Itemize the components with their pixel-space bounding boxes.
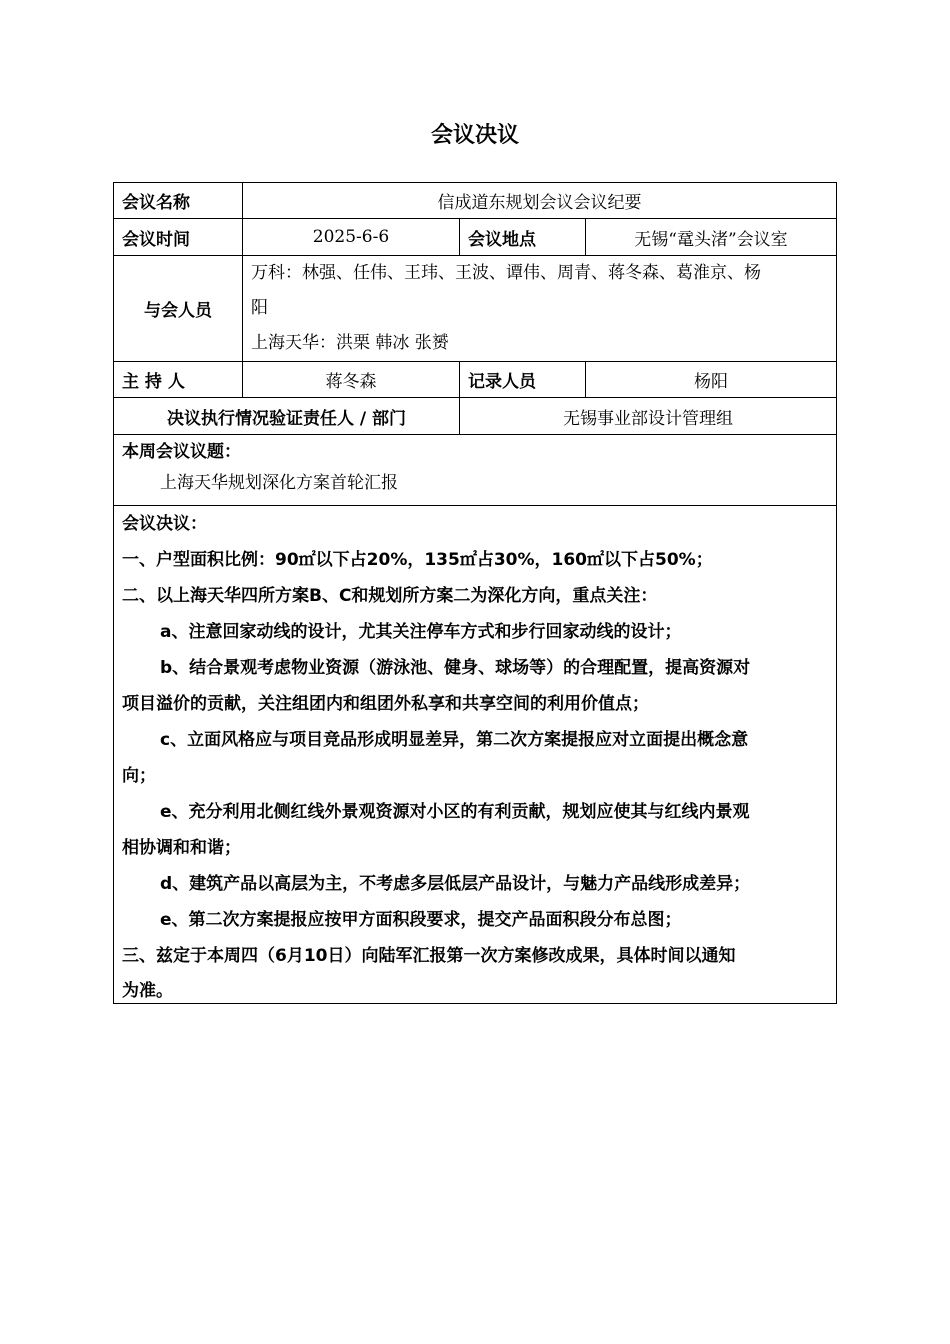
topic-label: 本周会议议题： bbox=[122, 442, 241, 462]
recorder-label: 记录人员 bbox=[460, 362, 586, 398]
resolution-2e-second: e、第二次方案提报应按甲方面积段要求，提交产品面积段分布总图； bbox=[160, 910, 682, 930]
row-topic bbox=[114, 435, 837, 506]
resolution-3-line2: 为准。 bbox=[122, 981, 173, 1001]
attendees-cell bbox=[243, 256, 837, 362]
resolution-2a: a、注意回家动线的设计，尤其关注停车方式和步行回家动线的设计； bbox=[160, 622, 682, 642]
resolution-2c-line2: 向； bbox=[122, 766, 156, 786]
topic-cell bbox=[114, 435, 837, 506]
resolution-table bbox=[113, 182, 837, 1004]
attendees-label: 与会人员 bbox=[114, 256, 243, 362]
meeting-location-label: 会议地点 bbox=[460, 219, 586, 256]
row-meeting-time bbox=[114, 219, 837, 256]
row-host bbox=[114, 362, 837, 398]
row-meeting-name bbox=[114, 183, 837, 219]
attendees-vanke-line: 万科：林强、任伟、王玮、王波、谭伟、周青、蒋冬森、葛淮京、杨 bbox=[251, 263, 761, 283]
host-label: 主 持 人 bbox=[114, 362, 243, 398]
topic-value: 上海天华规划深化方案首轮汇报 bbox=[160, 473, 398, 493]
meeting-name-label: 会议名称 bbox=[114, 183, 243, 219]
row-responsible bbox=[114, 398, 837, 435]
meeting-time-label: 会议时间 bbox=[114, 219, 243, 256]
resolution-2c-line1: c、立面风格应与项目竞品形成明显差异，第二次方案提报应对立面提出概念意 bbox=[160, 730, 749, 750]
recorder-value: 杨阳 bbox=[586, 362, 837, 398]
resolution-2e-line1: e、充分利用北侧红线外景观资源对小区的有利贡献，规划应使其与红线内景观 bbox=[160, 802, 750, 822]
resolution-2e-line2: 相协调和和谐； bbox=[122, 838, 241, 858]
attendees-tianhua-line: 上海天华：洪栗 韩冰 张赟 bbox=[251, 333, 449, 353]
meeting-time-value: 2025-6-6 bbox=[243, 219, 460, 256]
resolutions-label: 会议决议： bbox=[122, 514, 207, 534]
attendees-vanke-line-cont: 阳 bbox=[251, 298, 268, 318]
responsible-label: 决议执行情况验证责任人 / 部门 bbox=[114, 398, 460, 435]
resolutions-cell bbox=[114, 506, 837, 1004]
row-resolutions bbox=[114, 506, 837, 1004]
host-value: 蒋冬森 bbox=[243, 362, 460, 398]
resolution-2d: d、建筑产品以高层为主，不考虑多层低层产品设计，与魅力产品线形成差异； bbox=[160, 874, 751, 894]
meeting-name-value: 信成道东规划会议会议纪要 bbox=[243, 183, 837, 219]
meeting-location-value: 无锡“鼋头渚”会议室 bbox=[586, 219, 837, 256]
resolution-2b-line2: 项目溢价的贡献，关注组团内和组团外私享和共享空间的利用价值点； bbox=[122, 694, 649, 714]
resolution-2: 二、以上海天华四所方案B、C和规划所方案二为深化方向，重点关注： bbox=[122, 586, 658, 606]
row-attendees bbox=[114, 256, 837, 362]
responsible-value: 无锡事业部设计管理组 bbox=[460, 398, 837, 435]
resolution-2b-line1: b、结合景观考虑物业资源（游泳池、健身、球场等）的合理配置，提高资源对 bbox=[160, 658, 751, 678]
resolution-3-line1: 三、兹定于本周四（6月10日）向陆军汇报第一次方案修改成果，具体时间以通知 bbox=[122, 946, 736, 966]
page-title: 会议决议 bbox=[430, 123, 519, 148]
resolution-1: 一、户型面积比例：90㎡以下占20%，135㎡占30%，160㎡以下占50%； bbox=[122, 550, 713, 570]
